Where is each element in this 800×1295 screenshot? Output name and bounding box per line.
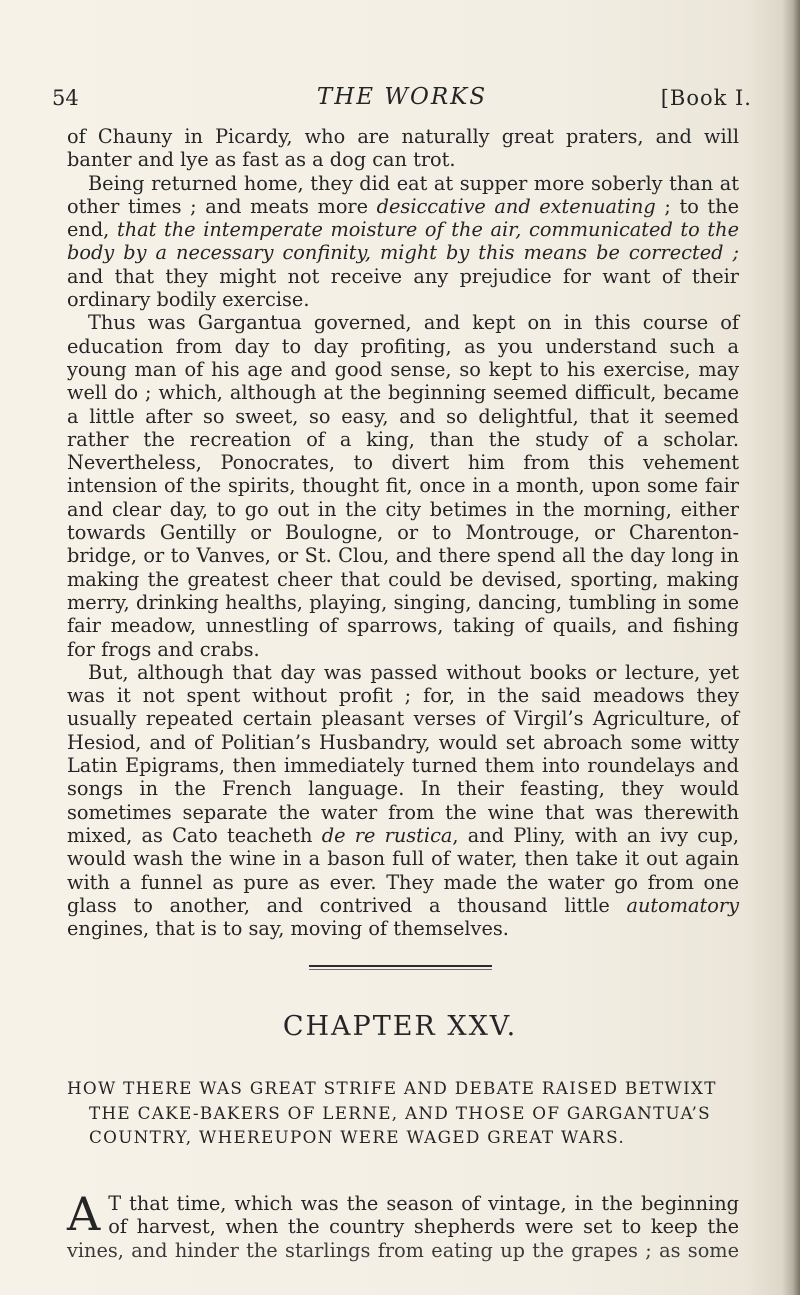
subheading-line: HOW THERE WAS GREAT STRIFE AND DEBATE RAISED BETWIXT bbox=[67, 1078, 717, 1098]
paragraph bbox=[67, 125, 739, 172]
text-run: , and Pliny, with an ivy cup, would wash the wine in a bason full of water, then take it out again with a funnel as pure as ever. They made the water go from one glass to another, and contrived a thousand little bbox=[67, 823, 739, 917]
text-run: engines, that is to say, moving of themselves. bbox=[67, 917, 509, 941]
page-number: 54 bbox=[52, 86, 79, 110]
text-run: Thus was Gargantua governed, and kept on in this course of education from day to day profiting, as you understand such a young man of his age and good sense, so kept to his exercise, may well do ; which, although at the beginning seemed difficult, became a little after so sweet, so easy, and so delightful, that it seemed rather the recreation of a king, than the study of a scholar. Nevertheless, Ponocrates, to divert him from this vehement intension of the spirits, thought fit, once in a month, upon some fair and clear day, to go out in the city betimes in the morning, either towards Gentilly or Boulogne, or to Montrouge, or Charenton-bridge, or to Vanves, or St. Clou, and there spend all the day long in making the greatest cheer that could be devised, sporting, making merry, drinking healths, playing, singing, dancing, tumbling in some fair meadow, unnestling of sparrows, taking of quails, and fishing for frogs and crabs. bbox=[67, 311, 739, 661]
chapter-line: of harvest, when the country shepherds were set to keep the bbox=[108, 1215, 739, 1239]
subheading-line: COUNTRY, WHEREUPON WERE WAGED GREAT WARS. bbox=[89, 1127, 625, 1147]
page-edge-shadow bbox=[782, 0, 800, 1295]
italic-text: desiccative and extenuating bbox=[376, 194, 656, 218]
subheading-line: THE CAKE-BAKERS OF LERNE, AND THOSE OF GARGANTUA’S bbox=[89, 1102, 711, 1123]
italic-text: de re rustica bbox=[321, 823, 453, 847]
drop-cap: A bbox=[67, 1187, 101, 1241]
text-run: ; to the end, bbox=[67, 194, 739, 242]
italic-text: automatory bbox=[626, 893, 739, 917]
section-rule bbox=[309, 965, 492, 967]
chapter-subheading bbox=[67, 1076, 739, 1150]
chapter-opening bbox=[67, 1187, 739, 1262]
paragraph bbox=[67, 172, 739, 312]
text-run: But, although that day was passed without books or lecture, yet was it not spent without profit ; for, in the said meadows they usually repeated certain pleasant verses of Virgil’s Agriculture, of Hesiod, and of Politian’s Husbandry, would set abroach some witty Latin Epigrams, then immediately turned them into roundelays and songs in the French language. In their feasting, they would sometimes separate the water from the wine that was therewith mixed, as Cato teacheth bbox=[67, 660, 739, 847]
running-title: THE WORKS bbox=[316, 84, 488, 110]
chapter-line: vines, and hinder the starlings from eating up the grapes ; as some bbox=[67, 1238, 739, 1262]
paragraph bbox=[67, 661, 739, 941]
running-header bbox=[52, 84, 752, 114]
text-run: Being returned home, they did eat at supper more soberly than at other times ; and meats more bbox=[67, 171, 739, 218]
body-text bbox=[67, 125, 739, 940]
italic-text: that the intemperate moisture of the air, communicated to the body by a necessary confinity, might by this means be corrected ; bbox=[67, 218, 739, 265]
section-rule-thin bbox=[309, 969, 492, 970]
chapter-heading: CHAPTER XXV. bbox=[282, 1011, 518, 1042]
text-run: of Chauny in Picardy, who are naturally great praters, and will banter and lye as fast as a dog can trot. bbox=[67, 125, 739, 172]
text-run: and that they might not receive any prejudice for want of their ordinary bodily exercise. bbox=[67, 264, 739, 312]
paragraph bbox=[67, 311, 739, 660]
book-marker: [Book I. bbox=[660, 86, 752, 110]
chapter-line: T that time, which was the season of vintage, in the beginning bbox=[108, 1192, 739, 1215]
